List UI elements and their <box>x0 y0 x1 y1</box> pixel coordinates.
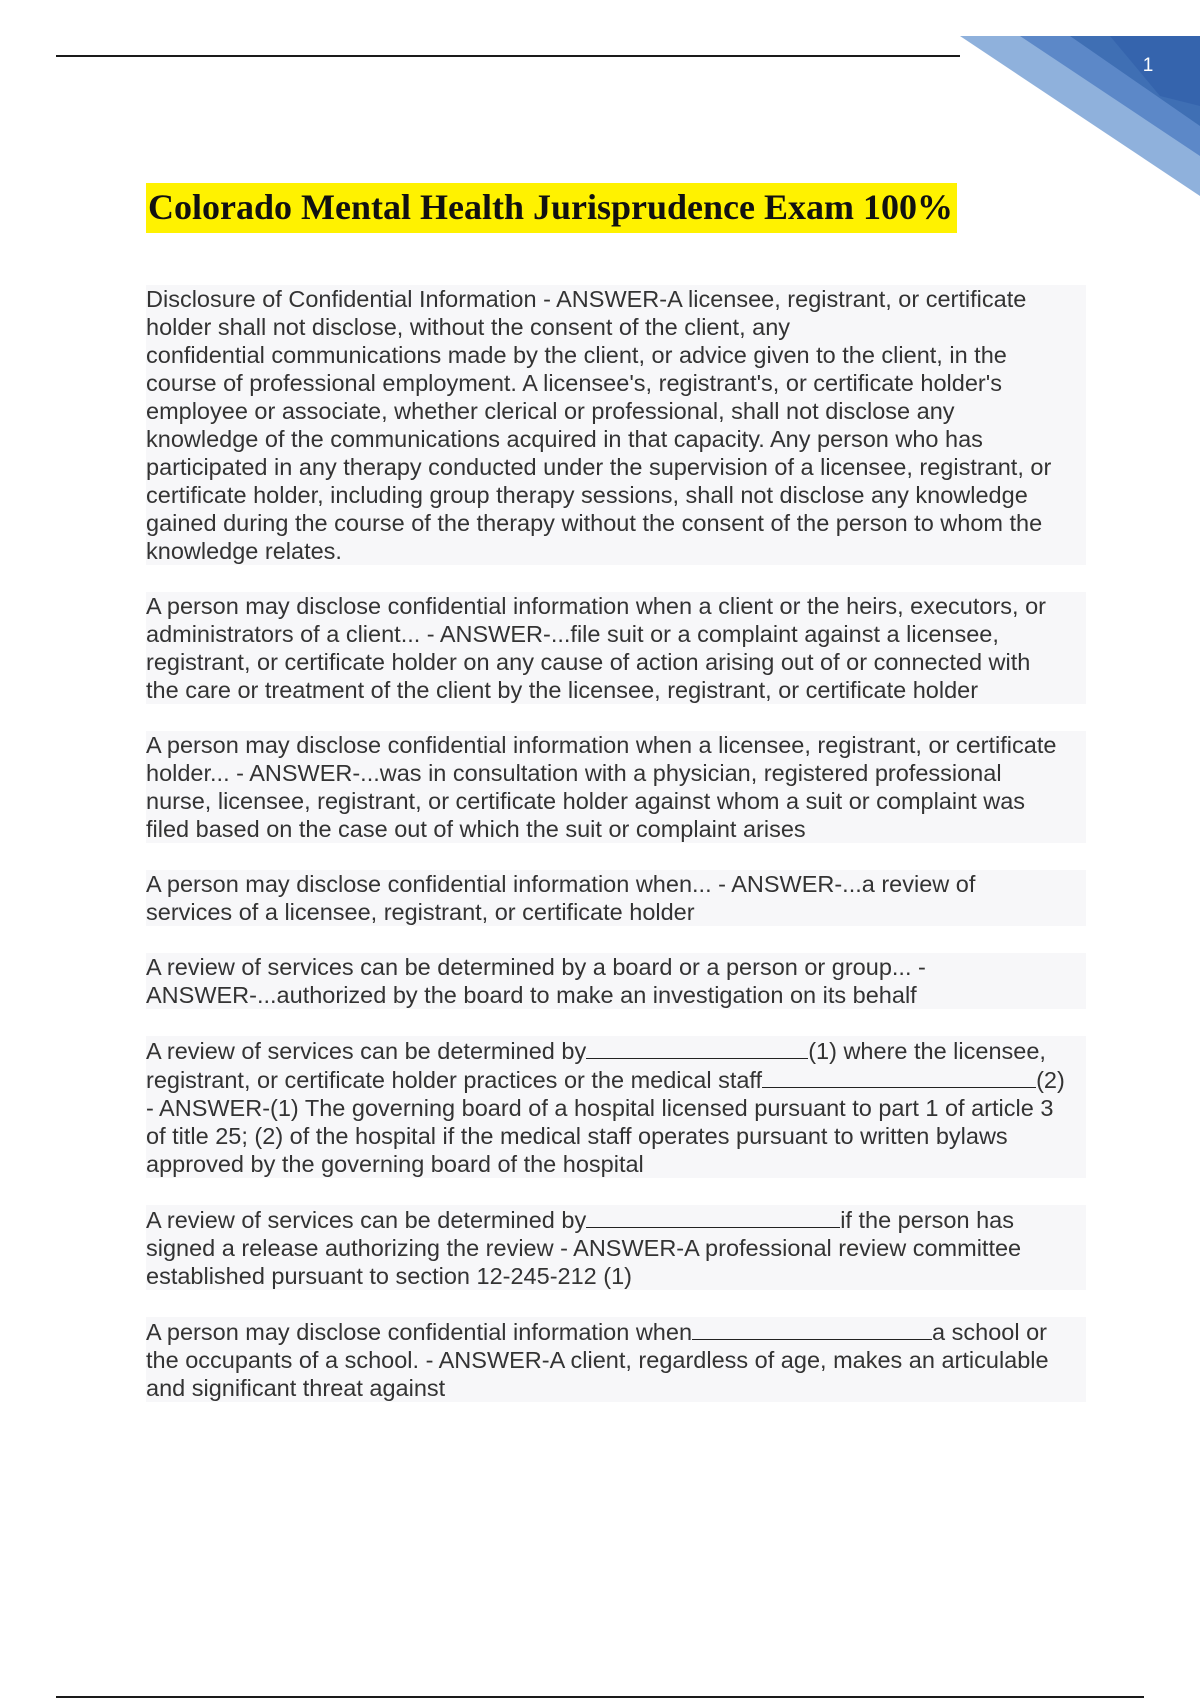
header-rule <box>56 55 960 57</box>
fill-in-blank <box>586 1205 840 1228</box>
qa-item-4: A person may disclose confidential information when... - ANSWER-...a review of services of a licensee, registrant, or certificate holder <box>146 870 1086 926</box>
page-corner-decoration <box>960 36 1200 196</box>
qa-item-1: Disclosure of Confidential Information - ANSWER-A licensee, registrant, or certificate holder shall not disclose, without the consent of the client, any confidential communications made by the client, or advice given to the client, in the course of professional employment. A licensee's, registrant's, or certificate holder's employee or associate, whether clerical or professional, shall not disclose any knowledge of the communications acquired in that capacity. Any person who has participated in any therapy conducted under the supervision of a licensee, registrant, or certificate holder, including group therapy sessions, shall not disclose any knowledge gained during the course of the therapy without the consent of the person to whom the knowledge relates. <box>146 285 1086 565</box>
qa-item-3: A person may disclose confidential information when a licensee, registrant, or certificate holder... - ANSWER-...was in consultation with a physician, registered professional nurse, licensee, registrant, or certificate holder against whom a suit or complaint was filed based on the case out of which the suit or complaint arises <box>146 731 1086 843</box>
document-body <box>146 285 1086 1429</box>
qa-item-7-text-b: if the person has signed a release authorizing the review - ANSWER-A professional review committee established pursuant to section 12-245-212 (1) <box>146 1207 1022 1289</box>
fill-in-blank <box>762 1065 1036 1088</box>
qa-item-8-text-b: a school or the occupants of a school. - ANSWER-A client, regardless of age, makes an articulable and significant threat against <box>146 1319 1049 1401</box>
qa-item-6-text-a: A review of services can be determined by <box>146 1038 587 1064</box>
document-title: Colorado Mental Health Jurisprudence Exam 100% <box>146 183 957 233</box>
qa-item-8 <box>146 1317 1086 1402</box>
qa-item-8-text-a: A person may disclose confidential information when <box>146 1319 693 1345</box>
qa-item-6 <box>146 1036 1086 1178</box>
footer-rule <box>56 1696 1144 1698</box>
qa-item-7 <box>146 1205 1086 1290</box>
qa-item-2: A person may disclose confidential information when a client or the heirs, executors, or administrators of a client... - ANSWER-...file suit or a complaint against a licensee, registrant, or certificate holder on any cause of action arising out of or connected with the care or treatment of the client by the licensee, registrant, or certificate holder <box>146 592 1086 704</box>
qa-item-6-text-b: (1) where the licensee, registrant, or certificate holder practices or the medical staff <box>146 1038 1046 1093</box>
page-number: 1 <box>1142 55 1154 76</box>
qa-item-6-text-c: (2) - ANSWER-(1) The governing board of a hospital licensed pursuant to part 1 of article 3 of title 25; (2) of the hospital if the medical staff operates pursuant to written bylaws approved by the governing board of the hospital <box>146 1067 1065 1177</box>
fill-in-blank <box>586 1036 808 1059</box>
qa-item-5: A review of services can be determined by a board or a person or group... - ANSWER-...authorized by the board to make an investigation on its behalf <box>146 953 1086 1009</box>
qa-item-7-text-a: A review of services can be determined by <box>146 1207 587 1233</box>
fill-in-blank <box>692 1317 932 1340</box>
